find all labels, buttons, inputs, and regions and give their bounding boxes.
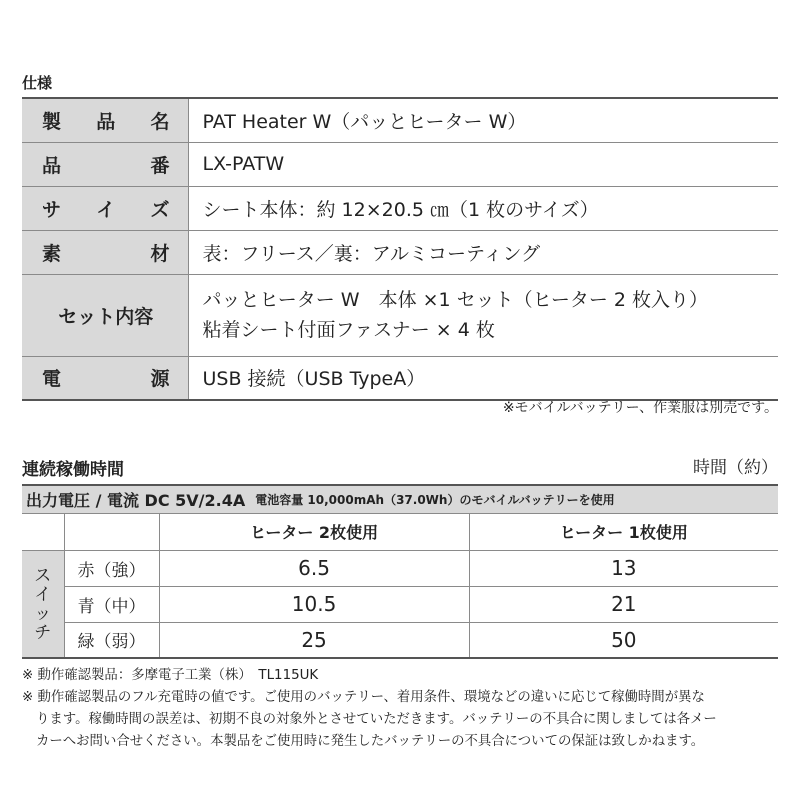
spec-table <box>22 97 778 401</box>
spec-value-power: USB 接続（USB TypeA） <box>202 368 426 391</box>
runtime-header-blank <box>22 514 64 550</box>
runtime-medium-one: 21 <box>469 586 778 622</box>
battery-capacity-note: 電池容量 10,000mAh（37.0Wh）のモバイルバッテリーを使用 <box>255 493 615 507</box>
switch-label-char: チ <box>34 622 52 643</box>
label-char: ズ <box>150 198 170 221</box>
spec-row-model-number <box>22 142 778 186</box>
label-char: 電 <box>42 368 62 391</box>
set-contents-line-2: 粘着シート付面ファスナー × 4 枚 <box>202 319 495 341</box>
spec-row-size <box>22 186 778 230</box>
spec-label-material <box>22 230 188 274</box>
switch-label <box>22 550 64 658</box>
label-char: 製 <box>42 110 62 133</box>
col-header-one-heater: ヒーター 1枚使用 <box>469 514 778 550</box>
runtime-header-row <box>22 514 778 550</box>
label-char: 品 <box>96 110 116 133</box>
set-contents-line-1: パッとヒーター W 本体 ×1 セット（ヒーター 2 枚入り） <box>202 289 709 311</box>
spec-value-size: シート本体：約 12×20.5 ㎝（1 枚のサイズ） <box>188 186 778 230</box>
level-high: 赤（強） <box>64 550 159 586</box>
switch-label-char: ス <box>34 565 52 586</box>
runtime-high-one: 13 <box>469 550 778 586</box>
spec-row-product-name <box>22 98 778 142</box>
level-medium: 青（中） <box>64 586 159 622</box>
spec-value-product-name: PAT Heater W（パッとヒーター W） <box>188 98 778 142</box>
label-char: サ <box>42 198 62 221</box>
label-char: 番 <box>150 154 170 177</box>
spec-label-power <box>22 356 188 400</box>
runtime-row-medium <box>22 586 778 622</box>
label-char: 源 <box>150 368 170 391</box>
label-char: 材 <box>150 242 170 265</box>
footnotes <box>22 665 782 753</box>
spec-label-model-number <box>22 142 188 186</box>
spec-label-set-contents: セット内容 <box>22 274 188 356</box>
spec-row-power <box>22 356 778 400</box>
spec-label-size <box>22 186 188 230</box>
runtime-row-high <box>22 550 778 586</box>
runtime-low-one: 50 <box>469 622 778 658</box>
footnote-tested-product: ※ 動作確認製品：多摩電子工業（株） TL115UK <box>22 668 319 683</box>
label-char: イ <box>96 198 116 221</box>
spec-label-product-name <box>22 98 188 142</box>
spec-row-set-contents <box>22 274 778 356</box>
spec-row-material <box>22 230 778 274</box>
spec-value-set-contents <box>188 274 778 356</box>
spec-title: 仕様 <box>22 74 53 92</box>
runtime-condition-bar <box>22 484 778 514</box>
col-header-two-heaters: ヒーター 2枚使用 <box>159 514 469 550</box>
spec-value-material: 表：フリース／裏：アルミコーティング <box>188 230 778 274</box>
spec-note: ※モバイルバッテリー、作業服は別売です。 <box>502 400 778 416</box>
output-voltage-label: 出力電圧 / 電流 DC 5V/2.4A <box>26 491 246 510</box>
runtime-high-two: 6.5 <box>159 550 469 586</box>
runtime-low-two: 25 <box>159 622 469 658</box>
level-low: 緑（弱） <box>64 622 159 658</box>
footnote-disclaimer-line-1: ※ 動作確認製品のフル充電時の値です。ご使用のバッテリー、着用条件、環境などの違いに応じて稼働時間が異な <box>22 690 705 705</box>
runtime-title: 連続稼働時間 <box>22 460 124 480</box>
switch-label-char: ッ <box>34 603 52 624</box>
runtime-row-low <box>22 622 778 658</box>
switch-label-char: イ <box>34 584 52 605</box>
runtime-header-level-blank <box>64 514 159 550</box>
footnote-disclaimer-line-3: カーへお問い合せください。本製品をご使用時に発生したバッテリーの不具合についての保証は致しかねます。 <box>36 734 705 749</box>
label-char: 素 <box>42 242 62 265</box>
spec-value-model-number: LX-PATW <box>188 142 778 186</box>
label-char: 名 <box>150 110 170 133</box>
label-char: 品 <box>42 154 62 177</box>
runtime-medium-two: 10.5 <box>159 586 469 622</box>
runtime-unit: 時間（約） <box>693 458 778 478</box>
runtime-table <box>22 514 778 659</box>
footnote-disclaimer-line-2: ります。稼働時間の誤差は、初期不良の対象外とさせていただきます。バッテリーの不具合に関しましては各メー <box>36 712 717 727</box>
